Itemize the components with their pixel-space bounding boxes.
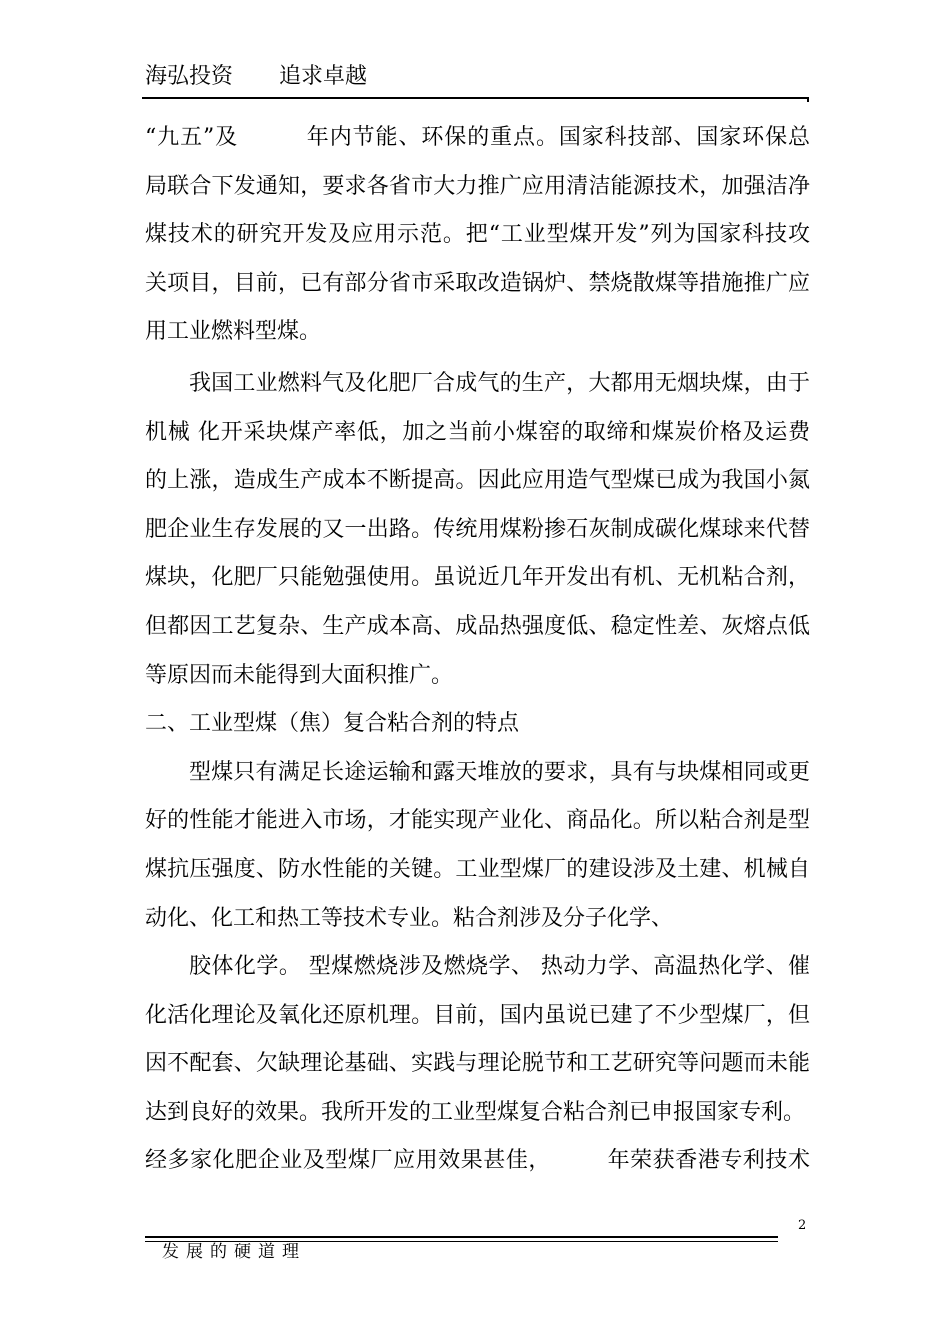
text-line: 好的性能才能进入市场，才能实现产业化、商品化。所以粘合剂是型 (145, 808, 810, 834)
body-text (145, 114, 810, 1186)
text-line: 局联合下发通知，要求各省市大力推广应用清洁能源技术，加强洁净 (145, 173, 810, 199)
text-line: 型煤只有满足长途运输和露天堆放的要求，具有与块煤相同或更 (189, 759, 810, 785)
text-line: 的上涨，造成生产成本不断提高。因此应用造气型煤已成为我国小氮 (145, 468, 810, 494)
text-line: 经多家化肥企业及型煤厂应用效果甚佳， 年荣获香港专利技术 (145, 1148, 810, 1174)
text-line: 煤块，化肥厂只能勉强使用。虽说近几年开发出有机、无机粘合剂， (145, 565, 810, 591)
text-line: 等原因而未能得到大面积推广。 (145, 662, 454, 688)
text-line: 胶体化学。 型煤燃烧涉及燃烧学、 热动力学、高温热化学、催 (189, 954, 810, 980)
text-line: 关项目，目前，已有部分省市采取改造锅炉、禁烧散煤等措施推广应 (145, 270, 810, 296)
text-line: 煤技术的研究开发及应用示范。把“工业型煤开发”列为国家科技攻 (145, 222, 810, 248)
header-company: 海弘投资 (145, 64, 234, 89)
text-line: “九五”及 年内节能、环保的重点。国家科技部、国家环保总 (145, 125, 810, 150)
header-slogan: 追求卓越 (279, 64, 368, 89)
text-line: 但都因工艺复杂、生产成本高、成品热强度低、稳定性差、灰熔点低 (145, 613, 810, 639)
section-heading: 二、工业型煤（焦）复合粘合剂的特点 (145, 711, 520, 737)
header-rule-tick (807, 97, 809, 102)
text-line: 我国工业燃料气及化肥厂合成气的生产，大都用无烟块煤，由于 (189, 370, 810, 396)
text-line: 化活化理论及氧化还原机理。目前，国内虽说已建了不少型煤厂，但 (145, 1002, 810, 1028)
text-line: 达到良好的效果。我所开发的工业型煤复合粘合剂已申报国家专利。 (145, 1099, 806, 1125)
text-line: 用工业燃料型煤。 (145, 319, 322, 345)
text-line: 动化、化工和热工等技术专业。粘合剂涉及分子化学、 (145, 905, 674, 931)
text-line: 煤抗压强度、防水性能的关键。工业型煤厂的建设涉及土建、机械自 (145, 856, 810, 882)
text-line: 肥企业生存发展的又一出路。传统用煤粉掺石灰制成碳化煤球来代替 (145, 516, 810, 542)
text-line: 机械 化开采块煤产率低，加之当前小煤窑的取缔和煤炭价格及运费 (145, 419, 810, 445)
footer-rule (145, 1236, 778, 1238)
page-header (145, 62, 367, 92)
page-number: 2 (798, 1218, 807, 1233)
header-rule (142, 97, 809, 99)
footer-text: 发展的硬道理 (162, 1242, 306, 1262)
text-line: 因不配套、欠缺理论基础、实践与理论脱节和工艺研究等问题而未能 (145, 1051, 810, 1077)
